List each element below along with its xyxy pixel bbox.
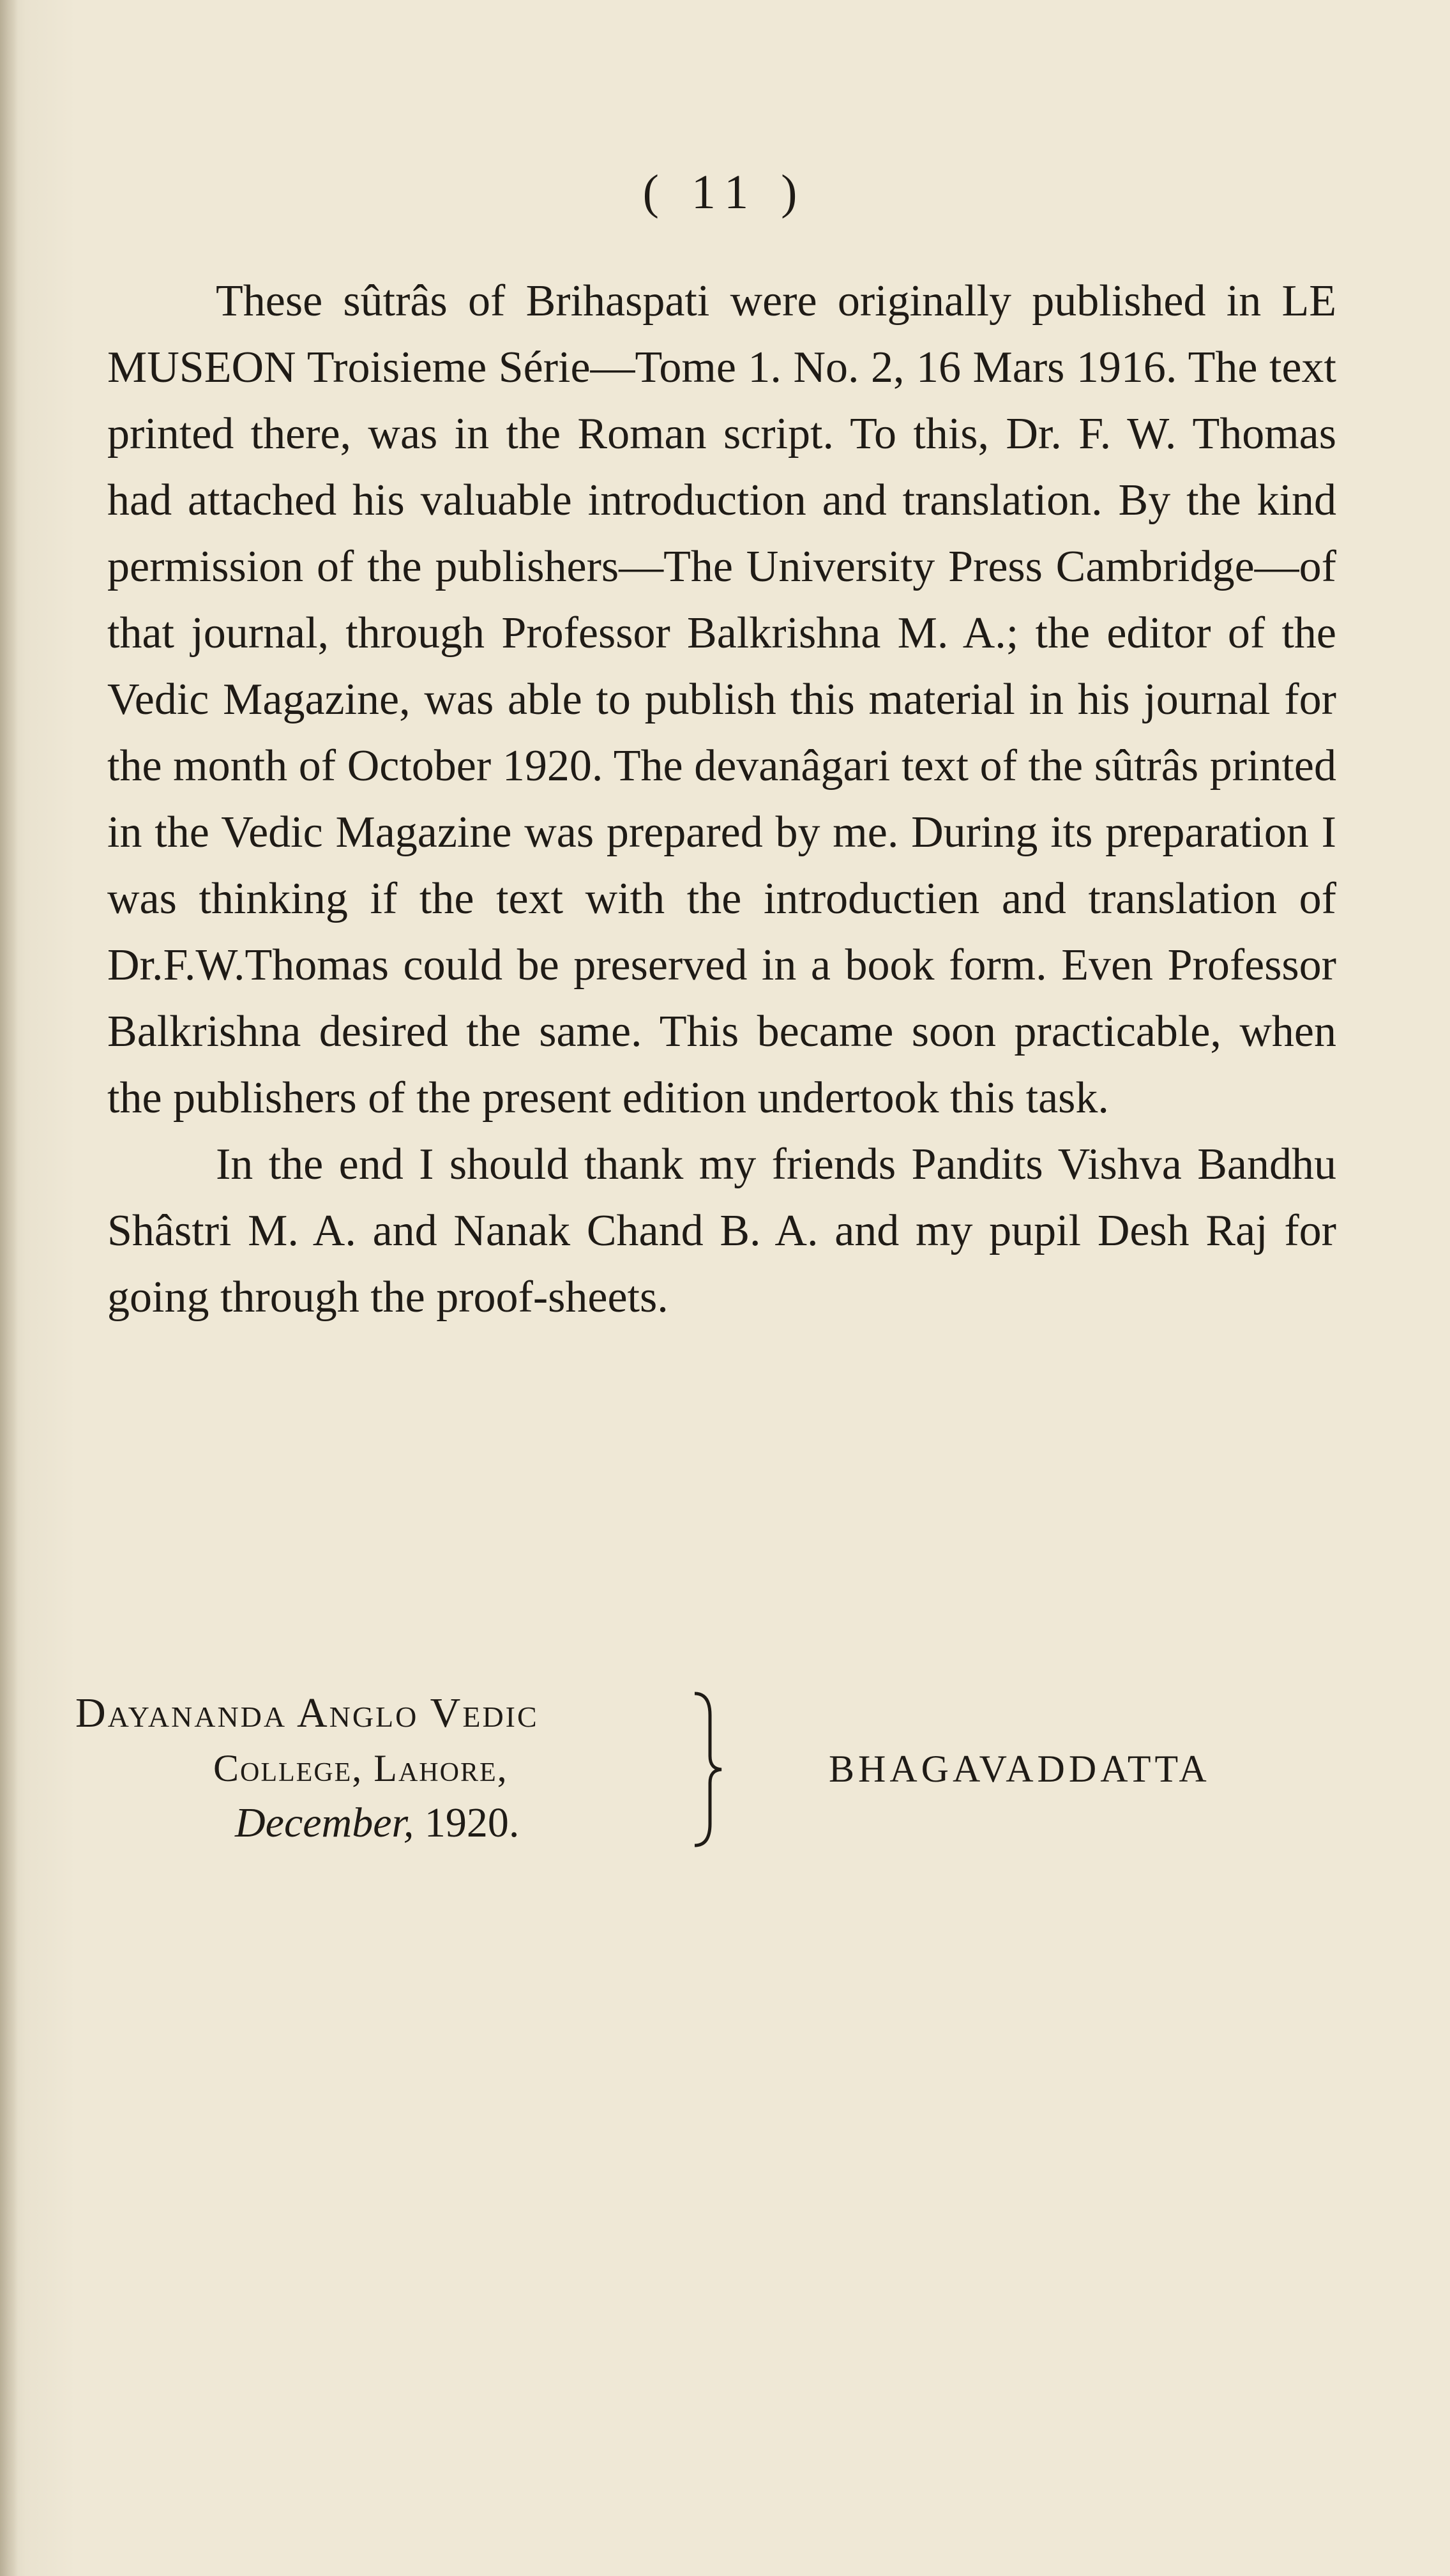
institution-name: Dayananda Anglo Vedic — [75, 1690, 539, 1736]
author-name: BHAGAVADDATTA — [829, 1748, 1211, 1790]
signature-month: December, — [235, 1799, 414, 1846]
signature-block — [75, 1686, 1391, 1865]
signature-year: 1920. — [424, 1799, 520, 1846]
page-number: ( 11 ) — [642, 165, 808, 219]
place-and-date — [75, 1686, 676, 1851]
preface-body — [107, 268, 1336, 1331]
preface-paragraph-1: These sûtrâs of Brihaspati were originally published in LE MUSEON Troisieme Série—Tome 1. No. 2, 16 Mars 1916. The text printed there, was in the Roman script. To this, Dr. F. W. Thomas had attached his valuable introduction and translation. By the kind permission of the publishers—The University Press Cambridge—of that journal, through Professor Balkrishna M. A.; the editor of the Vedic Magazine, was able to publish this material in his journal for the month of October 1920. The devanâgari text of the sûtrâs printed in the Vedic Magazine was prepared by me. During its preparation I was thinking if the text with the introductien and translation of Dr.F.W.Thomas could be preserved in a book form. Even Professor Balkrishna desired the same. This became soon practicable, when the publishers of the present edition undertook this task. — [107, 277, 1336, 1123]
curly-brace-icon — [688, 1690, 727, 1849]
signature-date — [75, 1796, 676, 1851]
binding-edge — [0, 0, 18, 2576]
preface-paragraph-2: In the end I should thank my friends Pandits Vishva Bandhu Shâstri M. A. and Nanak Chand B. A. and my pupil Desh Raj for going through the proof-sheets. — [107, 1140, 1336, 1322]
institution-location: College, Lahore, — [213, 1747, 508, 1789]
